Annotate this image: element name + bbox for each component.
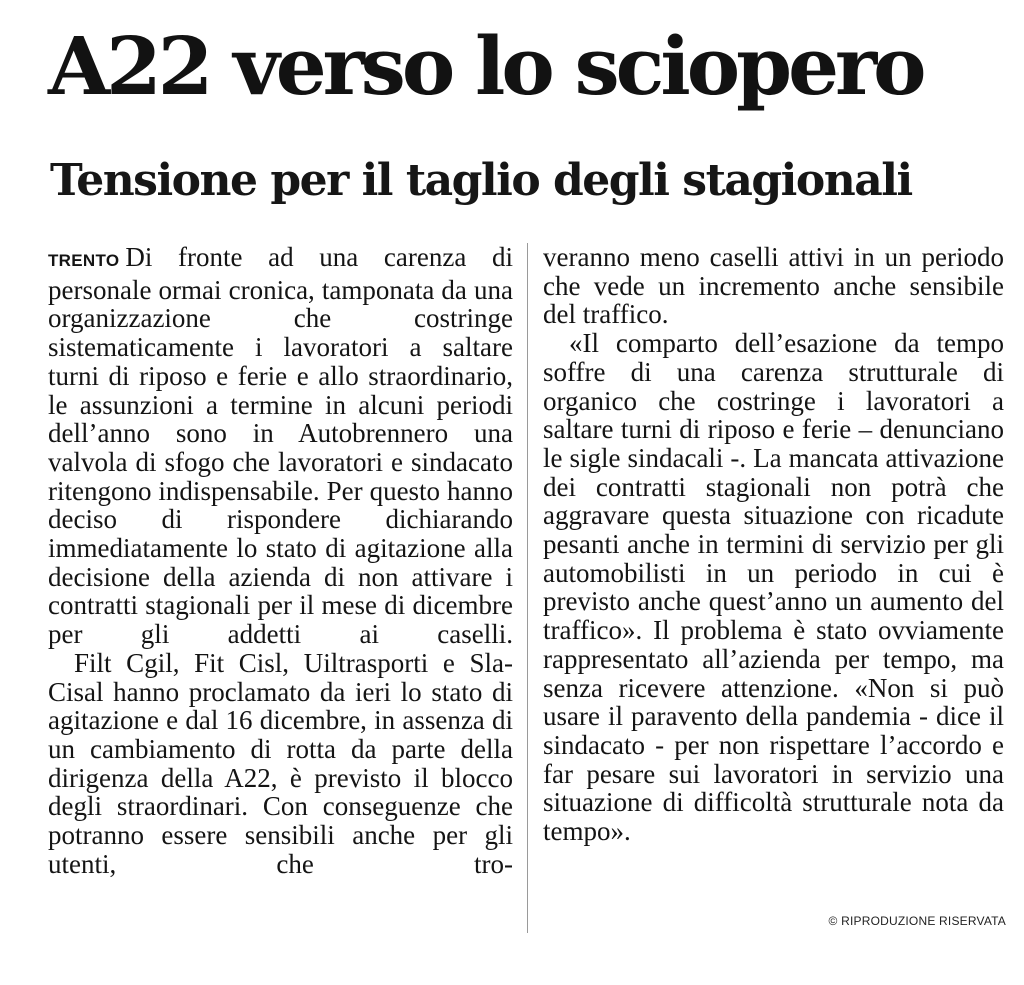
article-left-column: [48, 243, 513, 878]
article-headline: A22 verso lo sciopero: [48, 19, 923, 113]
article-subheadline: Tensione per il taglio degli stagionali: [50, 155, 912, 206]
column-divider: [527, 243, 528, 933]
article-paragraph: Filt Cgil, Fit Cisl, Uiltrasporti e Sla-Cisal hanno proclamato da ieri lo stato di agitazione e dal 16 dicembre, in assenza di un cambiamento di rotta da parte della dirigenza della A22, è previsto il blocco degli straordinari. Con conseguenze che potranno essere sensibili anche per gli utenti, che tro-: [48, 647, 513, 879]
dateline: TRENTO: [48, 251, 120, 270]
article-right-column: [543, 243, 1004, 846]
copyright-notice: © RIPRODUZIONE RISERVATA: [828, 914, 1006, 928]
article-paragraph: [48, 243, 513, 649]
article-paragraph: veranno meno caselli attivi in un periodo che vede un incremento anche sensibile del traffico.: [543, 242, 1004, 330]
paragraph-text: Di fronte ad una carenza di personale ormai cronica, tamponata da una organizzazione che costringe sistematicamente i lavoratori a saltare turni di riposo e ferie e allo straordinario, le assunzioni a termine in alcuni periodi dell’anno sono in Autobrennero una valvola di sfogo che lavoratori e sindacato ritengono indispensabile. Per questo hanno deciso di rispondere dichiarando immediatamente lo stato di agitazione alla decisione della azienda di non attivare i contratti stagionali per il mese di dicembre per gli addetti ai caselli.: [48, 242, 513, 650]
article-paragraph: «Il comparto dell’esazione da tempo soffre di una carenza strutturale di organico che costringe i lavoratori a saltare turni di riposo e ferie – denunciano le sigle sindacali -. La mancata attivazione dei contratti stagionali non potrà che aggravare questa situazione con ricadute pesanti anche in termini di servizio per gli automobilisti in un periodo in cui è previsto anche quest’anno un aumento del traffico». Il problema è stato ovviamente rappresentato all’azienda per tempo, ma senza ricevere attenzione. «Non si può usare il paravento della pandemia - dice il sindacato - per non rispettare l’accordo e far pesare sui lavoratori in servizio una situazione di difficoltà strutturale nota da tempo».: [543, 328, 1004, 847]
